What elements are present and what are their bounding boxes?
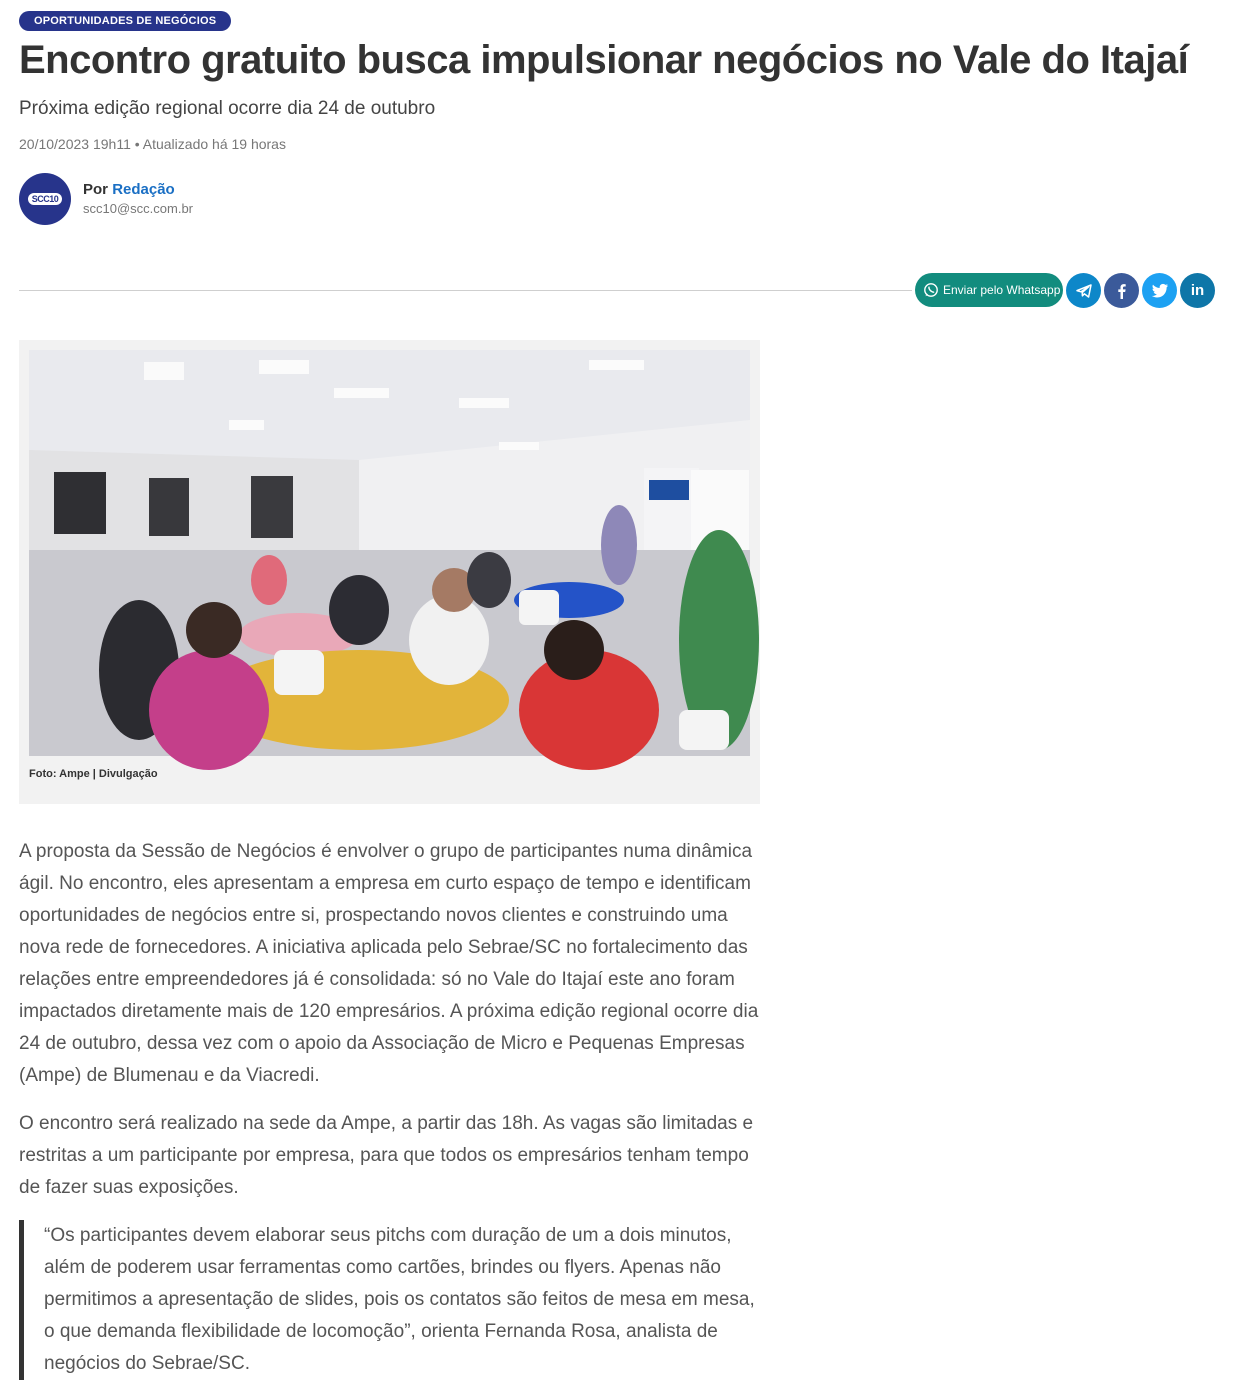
article-subheadline: Próxima edição regional ocorre dia 24 de outubro	[19, 98, 436, 119]
linkedin-icon: in	[1190, 282, 1205, 299]
whatsapp-share-button[interactable]	[915, 273, 1063, 307]
photo-caption: Foto: Ampe | Divulgação	[29, 768, 158, 780]
article-figure	[19, 340, 760, 804]
author-name-link[interactable]: Redação	[112, 181, 175, 198]
event-photo[interactable]	[29, 350, 750, 756]
facebook-share-button[interactable]	[1104, 273, 1139, 308]
twitter-icon	[1151, 283, 1169, 299]
article-meta: 20/10/2023 19h11 • Atualizado há 19 horas	[19, 136, 286, 152]
article-paragraph: A proposta da Sessão de Negócios é envolver o grupo de participantes numa dinâmica ágil. No encontro, eles apresentam a empresa em curto espaço de tempo e identificam oportunidades de negócios entre si, prospectando novos clientes e construindo uma nova rede de fornecedores. A iniciativa aplicada pelo Sebrae/SC no fortalecimento das relações entre empreendedores já é consolidada: só no Vale do Itajaí este ano foram impactados diretamente mais de 120 empresários. A próxima edição regional ocorre dia 24 de outubro, dessa vez com o apoio da Associação de Micro e Pequenas Empresas (Ampe) de Blumenau e da Viacredi.	[19, 841, 759, 1086]
divider	[19, 290, 912, 291]
facebook-icon	[1114, 283, 1130, 299]
event-photo-illustration	[29, 350, 750, 756]
author-prefix: Por	[83, 181, 109, 198]
share-bar	[19, 272, 1215, 308]
article-headline: Encontro gratuito busca impulsionar negócios no Vale do Itajaí	[19, 38, 1189, 82]
avatar[interactable]	[19, 173, 71, 225]
linkedin-share-button[interactable]	[1180, 273, 1215, 308]
author-info	[83, 180, 193, 218]
scc-logo-icon: SCC10	[28, 193, 63, 205]
author-block	[19, 173, 193, 225]
author-line	[83, 180, 193, 200]
whatsapp-share-label: Enviar pelo Whatsapp	[943, 283, 1061, 297]
twitter-share-button[interactable]	[1142, 273, 1177, 308]
author-email: scc10@scc.com.br	[83, 201, 193, 216]
article-paragraph: O encontro será realizado na sede da Ampe, a partir das 18h. As vagas são limitadas e restritas a um participante por empresa, para que todos os empresários tenham tempo de fazer suas exposições.	[19, 1113, 754, 1198]
telegram-icon	[1075, 282, 1093, 300]
telegram-share-button[interactable]	[1066, 273, 1101, 308]
category-tag[interactable]: OPORTUNIDADES DE NEGÓCIOS	[19, 11, 231, 31]
article-quote: “Os participantes devem elaborar seus pitchs com duração de um a dois minutos, além de poderem usar ferramentas como cartões, brindes ou flyers. Apenas não permitimos a apresentação de slides, pois os contatos são feitos de mesa em mesa, o que demanda flexibilidade de locomoção”, orienta Fernanda Rosa, analista de negócios do Sebrae/SC.	[19, 1220, 761, 1380]
whatsapp-icon	[923, 282, 939, 298]
